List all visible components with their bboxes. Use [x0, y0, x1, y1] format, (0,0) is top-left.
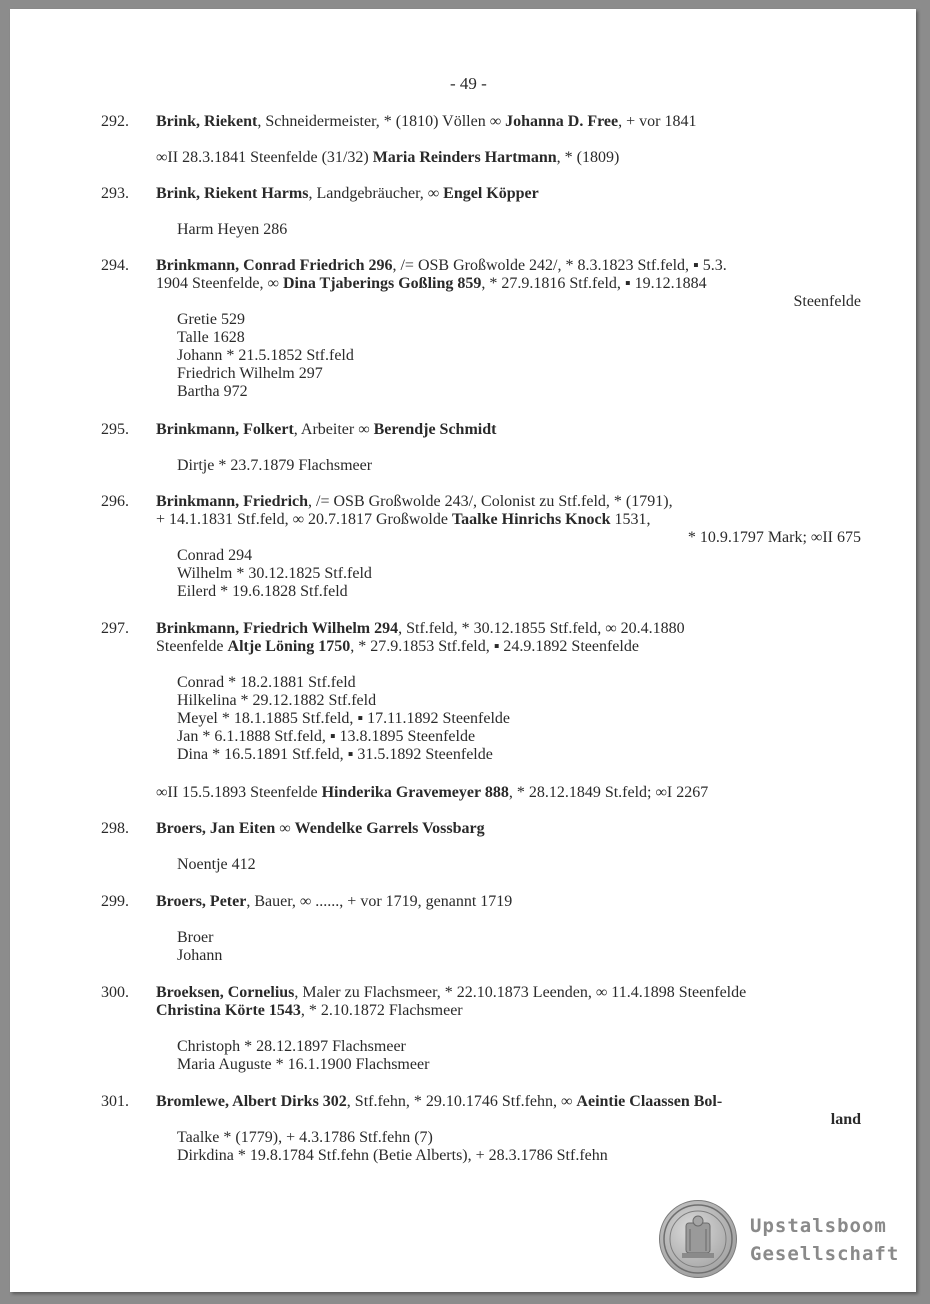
child: Broer: [177, 929, 214, 946]
child: Harm Heyen 286: [177, 221, 288, 238]
person-name: Broers, Jan Eiten: [156, 820, 276, 837]
entry-text: , /= OSB Großwolde 243/, Colonist zu Stf.feld, * (1791),: [308, 493, 673, 510]
child: Eilerd * 19.6.1828 Stf.feld: [177, 583, 348, 600]
person-name: Brinkmann, Conrad Friedrich 296: [156, 257, 393, 274]
entry-text: , * (1809): [556, 149, 620, 166]
entry-number: 298.: [101, 820, 129, 837]
entry-text: , Landgebräucher, ∞: [308, 185, 444, 202]
entry-text: , + vor 1841: [618, 113, 697, 130]
person-name: Broeksen, Cornelius: [156, 984, 295, 1001]
entry-heading: [156, 421, 496, 439]
child: Jan * 6.1.1888 Stf.feld, ▪ 13.8.1895 Steenfelde: [177, 728, 476, 745]
child: Meyel * 18.1.1885 Stf.feld, ▪ 17.11.1892 Steenfelde: [177, 710, 511, 727]
spouse-name: Dina Tjaberings Goßling 859: [282, 275, 482, 292]
child: Johann: [177, 947, 223, 964]
entry-number: 297.: [101, 620, 129, 637]
entry-line: [156, 275, 707, 293]
entry-text: , Stf.feld, * 30.12.1855 Stf.feld, ∞ 20.4.1880: [398, 620, 685, 637]
spouse-name: Wendelke Garrels Vossbarg: [294, 820, 485, 837]
entry-heading: [156, 820, 485, 838]
entry-text: ∞II 15.5.1893 Steenfelde: [156, 784, 322, 801]
society-seal-icon: [659, 1200, 737, 1278]
child: Dirtje * 23.7.1879 Flachsmeer: [177, 457, 373, 474]
entry-line: [831, 1111, 861, 1129]
entry-number: 293.: [101, 185, 129, 202]
entry-text: ∞II 28.3.1841 Steenfelde (31/32): [156, 149, 373, 166]
entry-text: , Bauer, ∞ ......, + vor 1719, genannt 1719: [246, 893, 513, 910]
entry-number: 292.: [101, 113, 129, 130]
entry-heading: [156, 113, 697, 131]
child: Friedrich Wilhelm 297: [177, 365, 323, 382]
second-marriage: [156, 149, 619, 167]
entry-text: 1531,: [610, 511, 651, 528]
child: Johann * 21.5.1852 Stf.feld: [177, 347, 354, 364]
entry-heading: [156, 257, 727, 275]
person-name: Brinkmann, Folkert: [156, 421, 294, 438]
spouse-name: land: [830, 1111, 861, 1128]
person-name: Brink, Riekent Harms: [156, 185, 309, 202]
entry-text: 1904 Steenfelde, ∞: [156, 275, 283, 292]
spouse-name: Hinderika Gravemeyer 888: [321, 784, 509, 801]
entry-text: ∞: [275, 820, 295, 837]
entry-line: * 10.9.1797 Mark; ∞II 675: [687, 529, 861, 546]
child: Taalke * (1779), + 4.3.1786 Stf.fehn (7): [177, 1129, 433, 1146]
person-name: Brink, Riekent: [156, 113, 258, 130]
entry-number: 294.: [101, 257, 129, 274]
entry-heading: [156, 893, 512, 911]
child: Wilhelm * 30.12.1825 Stf.feld: [177, 565, 372, 582]
spouse-name: Engel Köpper: [443, 185, 539, 202]
entry-heading: [156, 1093, 722, 1111]
entry-text: , * 27.9.1853 Stf.feld, ▪ 24.9.1892 Steenfelde: [350, 638, 639, 655]
child: Hilkelina * 29.12.1882 Stf.feld: [177, 692, 377, 709]
person-name: Broers, Peter: [156, 893, 247, 910]
spouse-name: Maria Reinders Hartmann: [372, 149, 557, 166]
spouse-name: Aeintie Claassen Bol-: [576, 1093, 723, 1110]
entry-number: 295.: [101, 421, 129, 438]
child: Dirkdina * 19.8.1784 Stf.fehn (Betie Alberts), + 28.3.1786 Stf.fehn: [177, 1147, 608, 1164]
entry-number: 300.: [101, 984, 129, 1001]
entry-text: , Maler zu Flachsmeer, * 22.10.1873 Leenden, ∞ 11.4.1898 Steenfelde: [294, 984, 747, 1001]
entry-text: , /= OSB Großwolde 242/, * 8.3.1823 Stf.feld, ▪ 5.3.: [392, 257, 727, 274]
entry-line: [156, 1002, 463, 1020]
entry-number: 301.: [101, 1093, 129, 1110]
entry-heading: [156, 984, 746, 1002]
entry-line: [156, 638, 639, 656]
child: Christoph * 28.12.1897 Flachsmeer: [177, 1038, 406, 1055]
second-marriage: [156, 784, 708, 802]
entry-line: [156, 511, 651, 529]
entry-text: , * 28.12.1849 St.feld; ∞I 2267: [508, 784, 709, 801]
person-name: Brinkmann, Friedrich: [156, 493, 309, 510]
child: Conrad * 18.2.1881 Stf.feld: [177, 674, 356, 691]
spouse-name: Berendje Schmidt: [373, 421, 497, 438]
entry-text: , Stf.fehn, * 29.10.1746 Stf.fehn, ∞: [346, 1093, 577, 1110]
entry-line: Steenfelde: [793, 293, 861, 310]
society-name-line1: Upstalsboom: [750, 1215, 887, 1237]
child: Gretie 529: [177, 311, 245, 328]
spouse-name: Altje Löning 1750: [227, 638, 351, 655]
entry-number: 296.: [101, 493, 129, 510]
society-name-line2: Gesellschaft: [750, 1243, 900, 1265]
entry-text: , Schneidermeister, * (1810) Völlen ∞: [257, 113, 506, 130]
child: Dina * 16.5.1891 Stf.feld, ▪ 31.5.1892 Steenfelde: [177, 746, 493, 763]
spouse-name: Taalke Hinrichs Knock: [451, 511, 611, 528]
child: Talle 1628: [177, 329, 245, 346]
child: Bartha 972: [177, 383, 248, 400]
entry-text: , * 27.9.1816 Stf.feld, ▪ 19.12.1884: [481, 275, 707, 292]
entry-heading: [156, 620, 685, 638]
spouse-name: Christina Körte 1543: [156, 1002, 301, 1019]
person-name: Brinkmann, Friedrich Wilhelm 294: [156, 620, 399, 637]
entry-text: Steenfelde: [156, 638, 228, 655]
child: Conrad 294: [177, 547, 253, 564]
child: Noentje 412: [177, 856, 256, 873]
entry-text: , * 2.10.1872 Flachsmeer: [300, 1002, 463, 1019]
entry-heading: [156, 493, 673, 511]
entry-heading: [156, 185, 539, 203]
page-number: - 49 -: [450, 74, 487, 93]
entry-text: , Arbeiter ∞: [293, 421, 374, 438]
person-name: Bromlewe, Albert Dirks 302: [156, 1093, 347, 1110]
child: Maria Auguste * 16.1.1900 Flachsmeer: [177, 1056, 430, 1073]
entry-number: 299.: [101, 893, 129, 910]
entry-text: + 14.1.1831 Stf.feld, ∞ 20.7.1817 Großwolde: [156, 511, 452, 528]
spouse-name: Johanna D. Free: [505, 113, 619, 130]
